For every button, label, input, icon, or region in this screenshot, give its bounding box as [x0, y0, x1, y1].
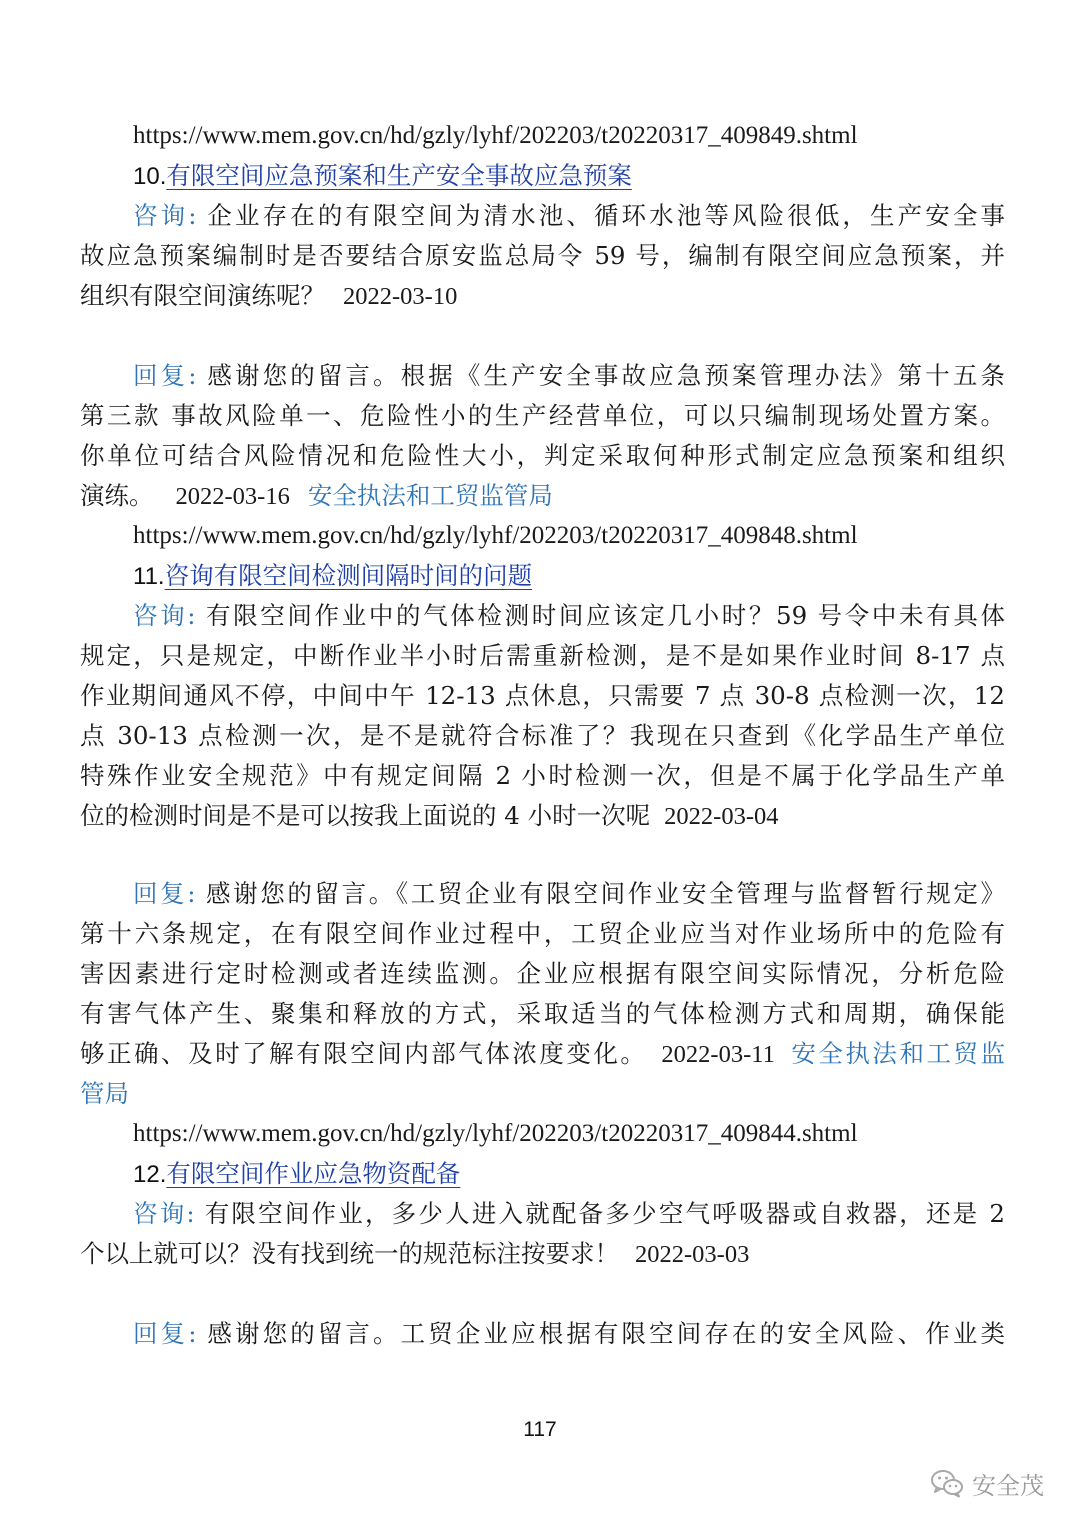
question-text: 企业存在的有限空间为清水池、循环水池等风险很低，生产安全事 — [196, 201, 1005, 230]
question-text: 位的检测时间是不是可以按我上面说的 4 小时一次呢 — [80, 801, 651, 830]
question-date: 2022-03-04 — [664, 803, 779, 830]
question-text: 个以上就可以？没有找到统一的规范标注按要求！ — [80, 1239, 619, 1268]
question-line — [133, 1194, 1005, 1234]
reply-text: 演练。 — [80, 481, 154, 510]
question-line — [133, 196, 1005, 236]
question-date: 2022-03-10 — [343, 283, 458, 310]
item-title-link[interactable]: 咨询有限空间检测间隔时间的问题 — [164, 561, 533, 590]
watermark — [930, 1463, 1044, 1503]
question-text: 有限空间作业中的气体检测时间应该定几小时？59 号令中未有具体 — [195, 601, 1005, 630]
reply-line: 你单位可结合风险情况和危险性大小，判定采取何种形式制定应急预案和组织 — [80, 441, 1005, 470]
question-label: 咨询: — [133, 601, 196, 630]
question-text: 组织有限空间演练呢？ — [80, 281, 325, 310]
question-text: 有限空间作业，多少人进入就配备多少空气呼吸器或自救器，还是 2 — [194, 1199, 1005, 1228]
item-title-link[interactable]: 有限空间应急预案和生产安全事故应急预案 — [166, 161, 632, 190]
question-line: 故应急预案编制时是否要结合原安监总局令 59 号，编制有限空间应急预案，并 — [80, 241, 1005, 270]
reply-line — [133, 874, 1005, 914]
reply-label: 回复: — [133, 1319, 197, 1348]
reply-line: 第三款 事故风险单一、危险性小的生产经营单位，可以只编制现场处置方案。 — [80, 401, 1005, 430]
reply-line: 害因素进行定时检测或者连续监测。企业应根据有限空间实际情况，分析危险 — [80, 959, 1005, 988]
reply-line — [133, 1314, 1005, 1354]
reply-line — [80, 476, 1005, 516]
reply-line — [133, 356, 1005, 396]
reply-department: 安全执法和工贸监 — [788, 1039, 1006, 1068]
question-line: 特殊作业安全规范》中有规定间隔 2 小时检测一次，但是不属于化学品生产单 — [80, 761, 1005, 790]
item-number: 12. — [133, 1161, 167, 1188]
reply-label: 回复: — [133, 361, 197, 390]
reply-text: 感谢您的留言。根据《生产安全事故应急预案管理办法》第十五条 — [196, 361, 1005, 390]
reply-text: 够正确、及时了解有限空间内部气体浓度变化。 — [80, 1039, 648, 1068]
question-line — [80, 276, 1005, 316]
reply-line — [80, 1074, 1005, 1114]
reply-department: 管局 — [80, 1079, 129, 1108]
wechat-icon — [930, 1468, 964, 1498]
item-number: 10. — [133, 163, 167, 190]
reference-url[interactable]: https://www.mem.gov.cn/hd/gzly/lyhf/202203/t20220317_409844.shtml — [133, 1120, 858, 1147]
item-number: 11. — [133, 563, 165, 590]
question-line — [80, 1234, 1005, 1274]
question-label: 咨询: — [133, 201, 197, 230]
reply-date: 2022-03-11 — [661, 1041, 775, 1068]
question-line: 作业期间通风不停，中间中午 12-13 点休息，只需要 7 点 30-8 点检测一次，12 — [80, 681, 1005, 710]
reply-line: 第十六条规定，在有限空间作业过程中，工贸企业应当对作业场所中的危险有 — [80, 919, 1005, 948]
page-number: 117 — [523, 1418, 557, 1441]
question-line: 点 30-13 点检测一次，是不是就符合标准了？我现在只查到《化学品生产单位 — [80, 721, 1005, 750]
item-heading — [133, 1154, 1058, 1194]
reply-text: 感谢您的留言。《工贸企业有限空间作业安全管理与监督暂行规定》 — [195, 879, 1005, 908]
item-heading — [133, 156, 1058, 196]
watermark-text: 安全茂 — [972, 1471, 1044, 1500]
item-title-link[interactable]: 有限空间作业应急物资配备 — [166, 1159, 461, 1188]
item-heading — [133, 556, 1058, 596]
question-date: 2022-03-03 — [635, 1241, 750, 1268]
reply-department: 安全执法和工贸监管局 — [307, 481, 553, 510]
question-line — [133, 596, 1005, 636]
reply-text: 感谢您的留言。工贸企业应根据有限空间存在的安全风险、作业类 — [196, 1319, 1005, 1348]
reference-url[interactable]: https://www.mem.gov.cn/hd/gzly/lyhf/202203/t20220317_409849.shtml — [133, 122, 858, 149]
reply-label: 回复: — [133, 879, 196, 908]
reference-url[interactable]: https://www.mem.gov.cn/hd/gzly/lyhf/202203/t20220317_409848.shtml — [133, 522, 858, 549]
question-label: 咨询: — [133, 1199, 195, 1228]
question-line: 规定，只是规定，中断作业半小时后需重新检测，是不是如果作业时间 8-17 点 — [80, 641, 1005, 670]
question-line — [80, 796, 1005, 836]
reply-date: 2022-03-16 — [175, 483, 290, 510]
reply-line — [80, 1034, 1005, 1074]
reply-line: 有害气体产生、聚集和释放的方式，采取适当的气体检测方式和周期，确保能 — [80, 999, 1005, 1028]
